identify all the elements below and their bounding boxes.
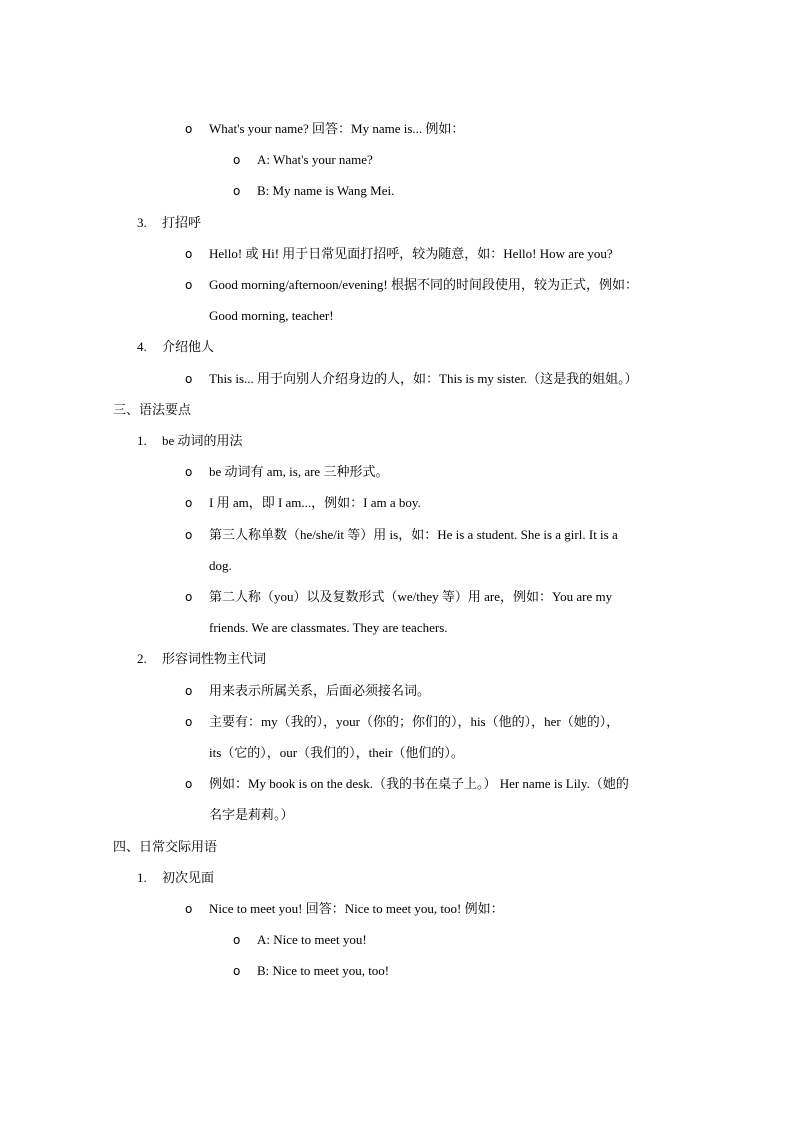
bullet-marker: o <box>185 777 193 791</box>
bullet-item: 用来表示所属关系，后面必须接名词。 <box>209 683 431 698</box>
bullet-marker: o <box>185 902 193 916</box>
list-number: 4. <box>137 339 147 354</box>
numbered-heading: 介绍他人 <box>162 339 215 354</box>
sub-bullet-item: B: Nice to meet you, too! <box>257 963 390 978</box>
bullet-item: Nice to meet you! 回答：Nice to meet you, too! 例如： <box>209 901 504 916</box>
list-number: 2. <box>137 651 147 666</box>
bullet-item: I 用 am，即 I am...，例如：I am a boy. <box>209 495 421 510</box>
bullet-item-continuation: Good morning, teacher! <box>209 308 334 323</box>
section-heading: 三、语法要点 <box>113 402 192 417</box>
bullet-marker: o <box>185 465 193 479</box>
bullet-marker: o <box>185 496 193 510</box>
bullet-marker: o <box>185 372 193 386</box>
bullet-item-continuation: dog. <box>209 558 232 573</box>
numbered-heading: 初次见面 <box>162 870 215 885</box>
bullet-marker: o <box>185 715 193 729</box>
bullet-item: 第三人称单数（he/she/it 等）用 is，如：He is a student. She is a girl. It is a <box>209 527 618 542</box>
bullet-marker: o <box>185 590 193 604</box>
bullet-marker: o <box>185 684 193 698</box>
bullet-item-continuation: its（它的），our（我们的），their（他们的）。 <box>209 745 464 760</box>
bullet-marker: o <box>185 122 193 136</box>
bullet-item: This is... 用于向别人介绍身边的人，如：This is my sister.（这是我的姐姐。） <box>209 371 638 386</box>
bullet-marker: o <box>233 933 241 947</box>
bullet-marker: o <box>233 153 241 167</box>
bullet-marker: o <box>233 184 241 198</box>
bullet-item: 主要有：my（我的），your（你的；你们的），his（他的），her（她的）， <box>209 714 620 729</box>
bullet-item-continuation: 名字是莉莉。） <box>209 807 294 822</box>
list-number: 1. <box>137 870 147 885</box>
bullet-item: Hello! 或 Hi! 用于日常见面打招呼，较为随意，如：Hello! How are you? <box>209 246 613 261</box>
numbered-heading: 形容词性物主代词 <box>162 651 267 666</box>
bullet-item-continuation: friends. We are classmates. They are teachers. <box>209 620 448 635</box>
bullet-marker: o <box>185 278 193 292</box>
bullet-marker: o <box>185 528 193 542</box>
bullet-item: What's your name? 回答：My name is... 例如： <box>209 121 465 136</box>
bullet-item: Good morning/afternoon/evening! 根据不同的时间段使用，较为正式，例如： <box>209 277 638 292</box>
numbered-heading: 打招呼 <box>162 215 202 230</box>
bullet-marker: o <box>185 247 193 261</box>
bullet-item: 例如：My book is on the desk.（我的书在桌子上。） Her name is Lily.（她的 <box>209 776 629 791</box>
sub-bullet-item: A: What's your name? <box>257 152 373 167</box>
bullet-item: 第二人称（you）以及复数形式（we/they 等）用 are，例如：You are my <box>209 589 613 604</box>
sub-bullet-item: A: Nice to meet you! <box>257 932 367 947</box>
list-number: 3. <box>137 215 147 230</box>
list-number: 1. <box>137 433 147 448</box>
bullet-marker: o <box>233 964 241 978</box>
section-heading: 四、日常交际用语 <box>113 839 218 854</box>
bullet-item: be 动词有 am, is, are 三种形式。 <box>209 464 389 479</box>
numbered-heading: be 动词的用法 <box>162 433 243 448</box>
sub-bullet-item: B: My name is Wang Mei. <box>257 183 395 198</box>
